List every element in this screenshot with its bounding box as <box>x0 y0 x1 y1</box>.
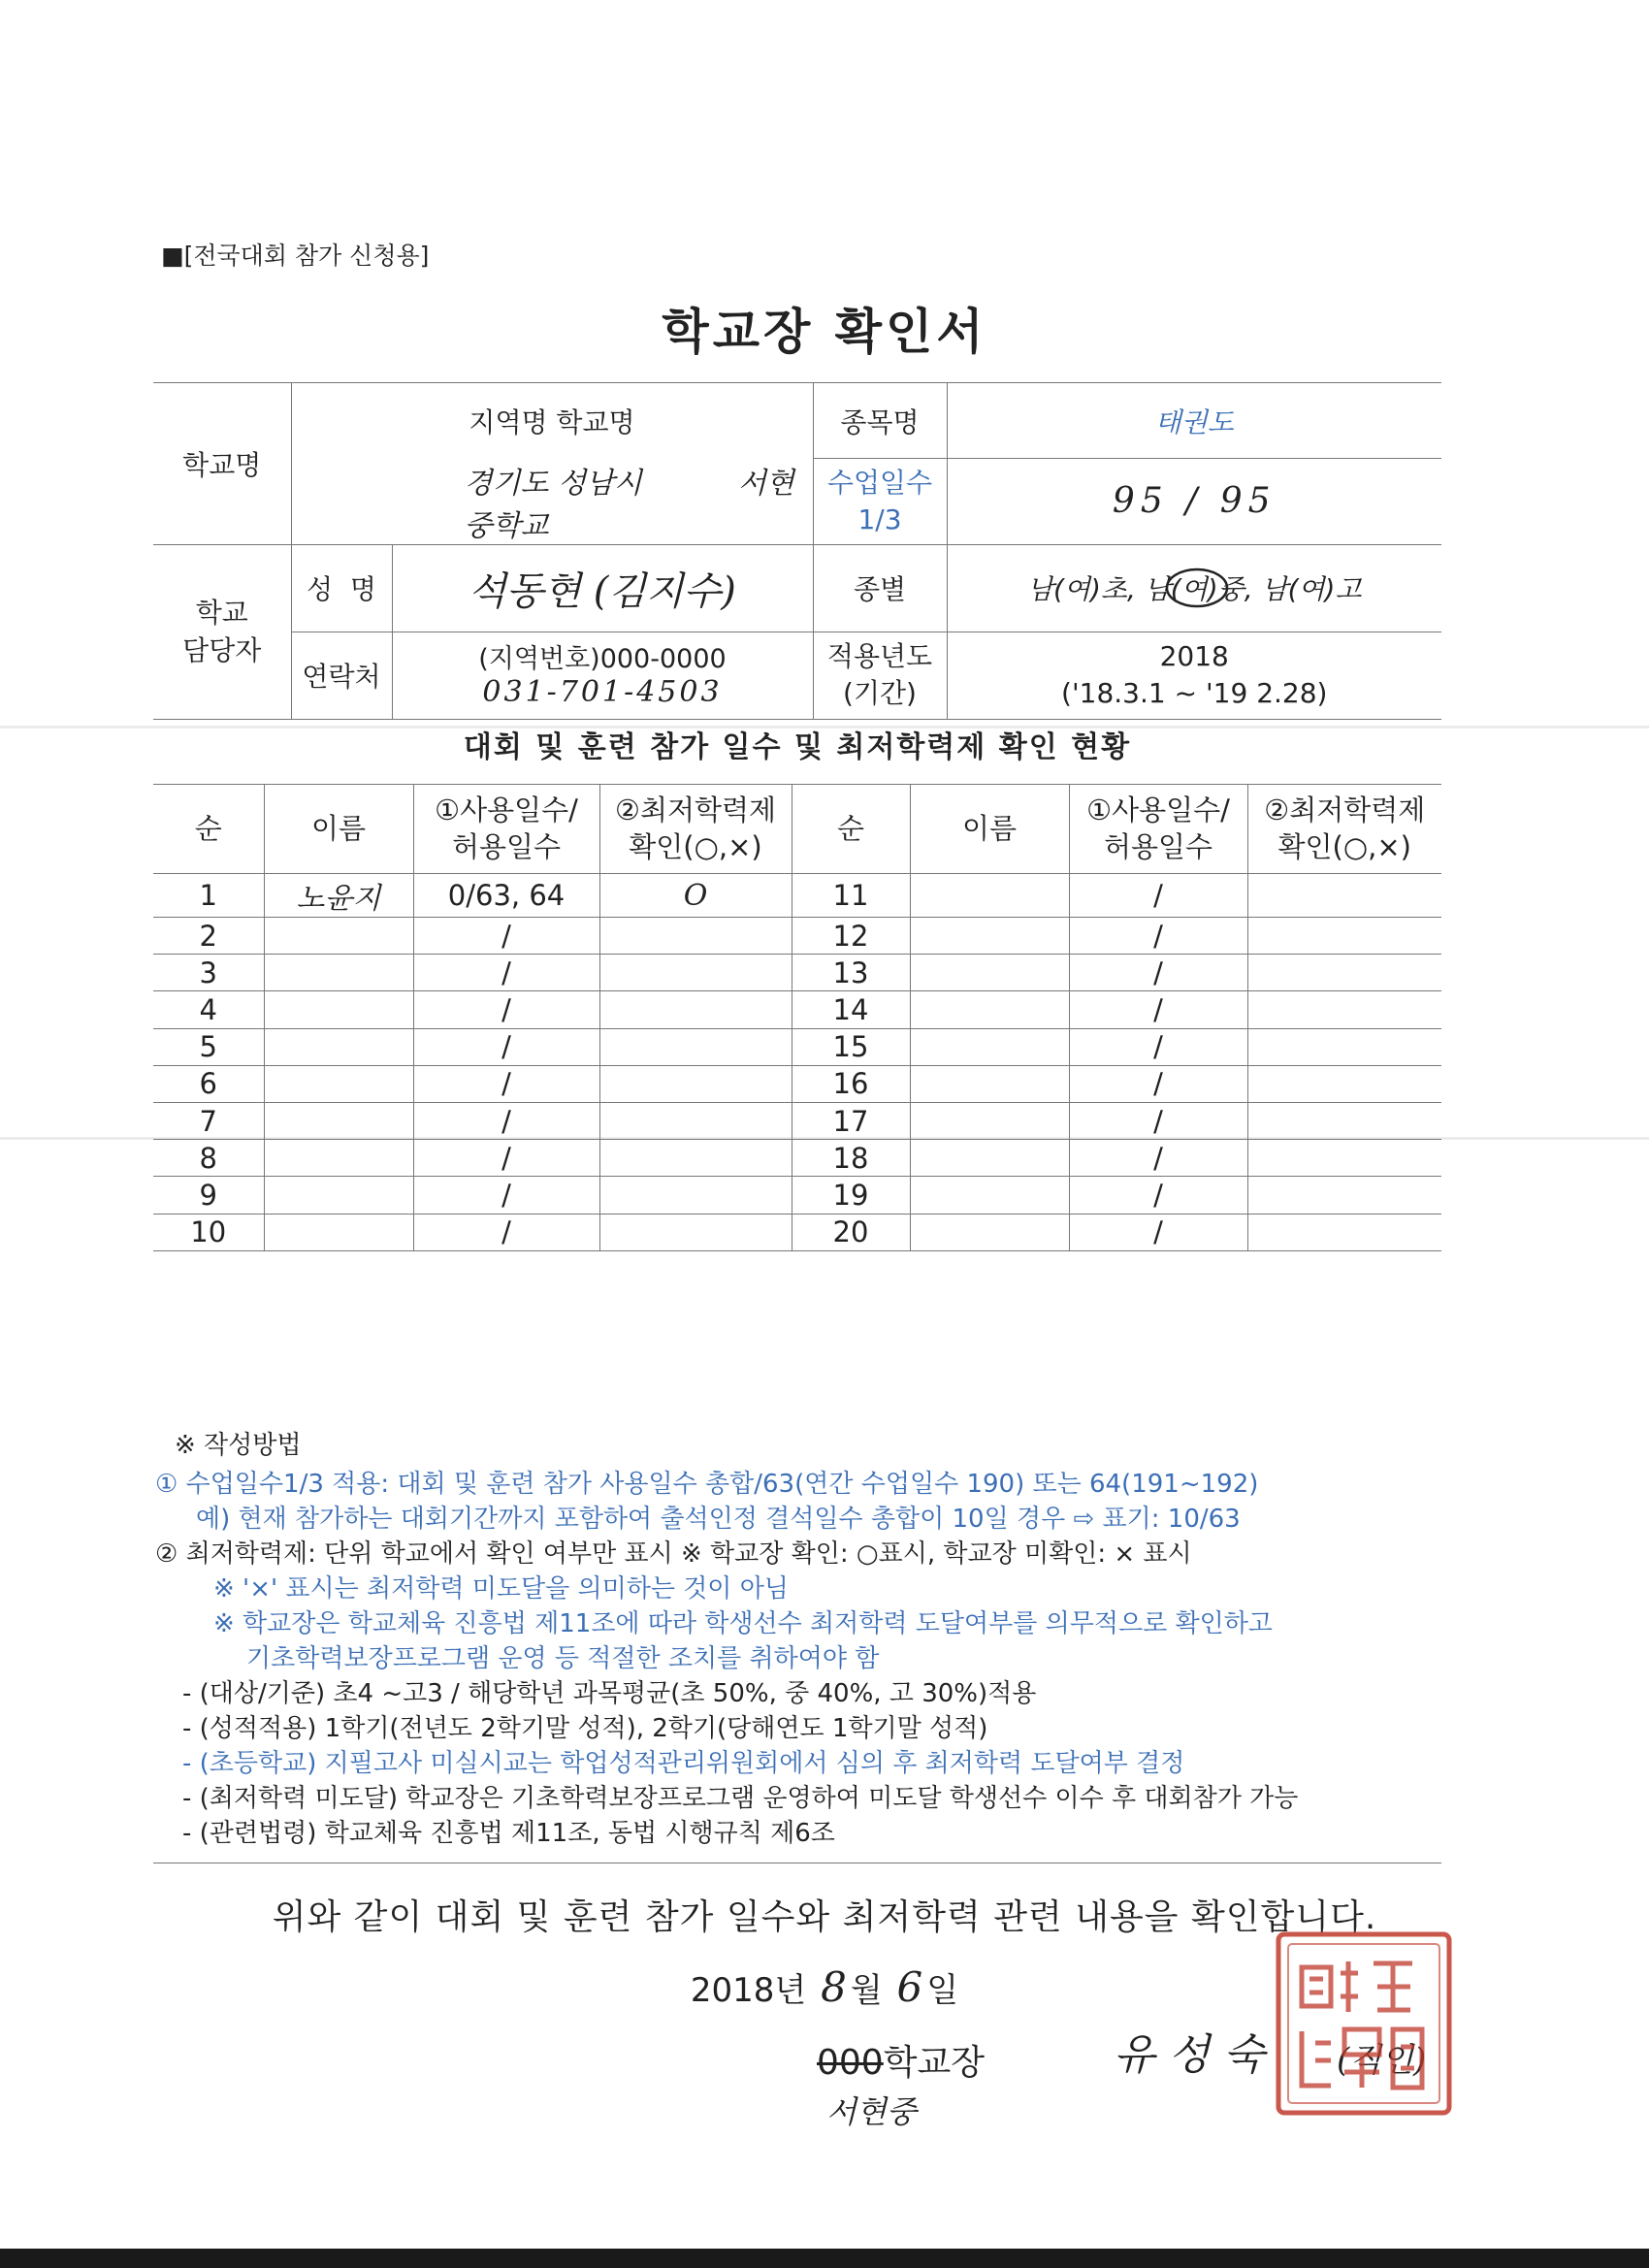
circle-mark-icon <box>1163 565 1231 611</box>
days-used: / <box>1069 991 1247 1028</box>
class-days-label-line: 1/3 <box>857 502 902 535</box>
days-used: / <box>413 955 599 991</box>
days-used: / <box>1069 918 1247 955</box>
seal-label: (직인) <box>1337 2041 1427 2080</box>
student-name <box>264 1177 413 1214</box>
min-grade-check <box>599 1140 792 1177</box>
gender-value-cell <box>947 544 1441 632</box>
table-row <box>153 1177 1441 1214</box>
gender-label: 종별 <box>813 544 947 632</box>
student-name <box>264 1102 413 1139</box>
date-day-unit: 일 <box>926 1971 959 2010</box>
row-number: 16 <box>792 1065 910 1102</box>
official-seal-icon <box>1273 1928 1455 2119</box>
header-min-grade: ②최저학력제 확인(○,×) <box>599 785 792 874</box>
row-number: 2 <box>153 918 264 955</box>
period-value <box>947 632 1441 719</box>
min-grade-check <box>1247 1214 1441 1250</box>
row-number: 5 <box>153 1028 264 1065</box>
principal-school-handwritten: 서현중 <box>826 2093 917 2130</box>
name-value: 석동현 (김지수) <box>469 568 736 614</box>
detail-4: - (최저학력 미도달) 학교장은 기초학력보장프로그램 운영하여 미도달 학생선수 이수 후 대회참가 가능 <box>182 1784 1299 1813</box>
principal-name: 유성숙 <box>1114 2030 1278 2080</box>
detail-2: - (성적적용) 1학기(전년도 2학기말 성적), 2학기(당해연도 1학기말 성적) <box>182 1714 988 1743</box>
school-label: 학교명 <box>153 383 291 545</box>
days-used: / <box>413 1214 599 1250</box>
note-1-line-1: ① 수업일수1/3 적용: 대회 및 훈련 참가 사용일수 총합/63(연간 수업일수 190) 또는 64(191~192) <box>155 1470 1259 1499</box>
school-handwritten <box>291 459 813 545</box>
min-grade-check <box>1247 955 1441 991</box>
days-used: / <box>413 918 599 955</box>
row-number: 11 <box>792 874 910 918</box>
min-grade-check <box>1247 874 1441 918</box>
school-info-table <box>153 382 1441 720</box>
min-grade-check <box>599 1065 792 1102</box>
min-grade-check <box>1247 1028 1441 1065</box>
note-1-line-2: 예) 현재 참가하는 대회기간까지 포함하여 출석인정 결석일수 총합이 10일 경우 ⇨ 표기: 10/63 <box>196 1505 1241 1534</box>
min-grade-check <box>599 1102 792 1139</box>
period-label-line: 적용년도 <box>826 640 933 673</box>
header-no: 순 <box>792 785 910 874</box>
note-2-line-1: ② 최저학력제: 단위 학교에서 확인 여부만 표시 ※ 학교장 확인: ○표시, 학교장 미확인: × 표시 <box>155 1539 1192 1569</box>
date-month-unit: 월 <box>850 1971 883 2010</box>
days-used: / <box>413 1028 599 1065</box>
table-row <box>153 1214 1441 1250</box>
row-number: 15 <box>792 1028 910 1065</box>
min-grade-check <box>1247 1065 1441 1102</box>
name-label: 성 명 <box>291 544 392 632</box>
student-name <box>910 1102 1069 1139</box>
header-days: ①사용일수/ 허용일수 <box>1069 785 1247 874</box>
header-no: 순 <box>153 785 264 874</box>
min-grade-check <box>599 1028 792 1065</box>
period-label <box>813 632 947 719</box>
period-label-line: (기간) <box>843 677 917 709</box>
table-row <box>153 991 1441 1028</box>
days-used: / <box>413 1177 599 1214</box>
table-row <box>153 1140 1441 1177</box>
row-number: 13 <box>792 955 910 991</box>
student-name <box>264 1140 413 1177</box>
student-name <box>910 1140 1069 1177</box>
principal-signature <box>1114 2020 1278 2082</box>
days-used: / <box>1069 1065 1247 1102</box>
row-number: 3 <box>153 955 264 991</box>
row-number: 19 <box>792 1177 910 1214</box>
min-grade-check <box>1247 1177 1441 1214</box>
principal-title-line <box>817 2035 985 2085</box>
min-grade-check <box>1247 1140 1441 1177</box>
page-title: 학교장 확인서 <box>662 304 987 360</box>
school-name: 서현중학교 <box>464 466 794 543</box>
table-row <box>153 955 1441 991</box>
min-grade-check: O <box>599 874 792 918</box>
note-2-line-2: ※ '×' 표시는 최저학력 미도달을 의미하는 것이 아님 <box>213 1574 789 1604</box>
student-name <box>910 918 1069 955</box>
school-sub-label: 지역명 학교명 <box>291 383 813 459</box>
min-grade-check <box>599 955 792 991</box>
class-days-label-line: 수업일수 <box>826 466 933 499</box>
class-days-label <box>813 459 947 545</box>
date-day: 6 <box>896 1963 923 2011</box>
min-grade-check <box>599 918 792 955</box>
header-name: 이름 <box>264 785 413 874</box>
days-used: 0/63, 64 <box>413 874 599 918</box>
phone-value: 031-701-4503 <box>482 675 723 710</box>
days-used: / <box>1069 955 1247 991</box>
contact-group-label-line: 담당자 <box>182 634 262 666</box>
student-name <box>264 1214 413 1250</box>
days-used: / <box>413 991 599 1028</box>
student-name <box>264 955 413 991</box>
row-number: 7 <box>153 1102 264 1139</box>
detail-5: - (관련법령) 학교체육 진흥법 제11조, 동법 시행규칙 제6조 <box>182 1819 835 1848</box>
note-2-line-3: ※ 학교장은 학교체육 진흥법 제11조에 따라 학생선수 최저학력 도달여부를 의무적으로 확인하고 <box>213 1609 1273 1638</box>
gender-value: 남(여)초, 남(여)중, 남(여)고 <box>1026 573 1362 605</box>
detail-3: - (초등학교) 지필고사 미실시교는 학업성적관리위원회에서 심의 후 최저학력 도달여부 결정 <box>182 1749 1185 1778</box>
contact-group-label <box>153 544 291 719</box>
contact-group-label-line: 학교 <box>195 596 248 629</box>
table-row <box>153 1028 1441 1065</box>
name-value-cell <box>392 544 813 632</box>
student-name <box>910 1065 1069 1102</box>
confirmation-text: 위와 같이 대회 및 훈련 참가 일수와 최저학력 관련 내용을 확인합니다. <box>272 1897 1377 1937</box>
row-number: 18 <box>792 1140 910 1177</box>
student-name <box>910 991 1069 1028</box>
date-month: 8 <box>821 1963 847 2011</box>
row-number: 1 <box>153 874 264 918</box>
detail-1: - (대상/기준) 초4 ~고3 / 해당학년 과목평균(초 50%, 중 40%, 고 30%)적용 <box>182 1679 1037 1708</box>
note-2-line-4: 기초학력보장프로그램 운영 등 적절한 조치를 취하여야 함 <box>246 1644 880 1673</box>
phone-format: (지역번호)000-0000 <box>478 643 727 674</box>
student-name: 노윤지 <box>264 874 413 918</box>
student-name <box>910 1214 1069 1250</box>
row-number: 12 <box>792 918 910 955</box>
header-min-grade: ②최저학력제 확인(○,×) <box>1247 785 1441 874</box>
days-used: / <box>1069 874 1247 918</box>
min-grade-check <box>599 991 792 1028</box>
notes-heading: ※ 작성방법 <box>175 1431 302 1460</box>
student-name <box>910 955 1069 991</box>
header-name: 이름 <box>910 785 1069 874</box>
event-label: 종목명 <box>813 383 947 459</box>
days-used: / <box>1069 1214 1247 1250</box>
min-grade-check <box>1247 1102 1441 1139</box>
student-name <box>264 918 413 955</box>
table-row <box>153 1065 1441 1102</box>
student-name <box>264 991 413 1028</box>
row-number: 10 <box>153 1214 264 1250</box>
form-type-tag: ■[전국대회 참가 신청용] <box>161 242 430 270</box>
student-name <box>910 874 1069 918</box>
principal-struck-text: 000 <box>817 2043 884 2083</box>
header-days: ①사용일수/ 허용일수 <box>413 785 599 874</box>
instructions-block <box>155 1428 1455 1851</box>
days-used: / <box>413 1140 599 1177</box>
min-grade-check <box>599 1177 792 1214</box>
student-name <box>264 1028 413 1065</box>
days-used: / <box>1069 1140 1247 1177</box>
student-name <box>910 1028 1069 1065</box>
min-grade-check <box>1247 991 1441 1028</box>
days-used: / <box>413 1065 599 1102</box>
days-used: / <box>413 1102 599 1139</box>
days-used: / <box>1069 1028 1247 1065</box>
phone-label: 연락처 <box>291 632 392 719</box>
min-grade-check <box>1247 918 1441 955</box>
row-number: 6 <box>153 1065 264 1102</box>
school-region: 경기도 성남시 <box>464 466 642 501</box>
event-value: 태권도 <box>947 383 1441 459</box>
scan-edge <box>0 2249 1649 2268</box>
class-days-value: 95 / 95 <box>1112 481 1277 522</box>
section-title: 대회 및 훈련 참가 일수 및 최저학력제 확인 현황 <box>463 730 1132 764</box>
row-number: 14 <box>792 991 910 1028</box>
days-used: / <box>1069 1102 1247 1139</box>
table-header-row <box>153 785 1441 874</box>
period-year: 2018 <box>1159 640 1229 673</box>
student-name <box>910 1177 1069 1214</box>
class-days-value-cell <box>947 459 1441 545</box>
min-grade-check <box>599 1214 792 1250</box>
phone-cell <box>392 632 813 719</box>
row-number: 20 <box>792 1214 910 1250</box>
participation-table <box>153 784 1441 1251</box>
row-number: 8 <box>153 1140 264 1177</box>
principal-title: 학교장 <box>883 2043 986 2083</box>
row-number: 4 <box>153 991 264 1028</box>
student-name <box>264 1065 413 1102</box>
period-range: ('18.3.1 ~ '19 2.28) <box>1061 677 1328 709</box>
table-row <box>153 918 1441 955</box>
row-number: 17 <box>792 1102 910 1139</box>
days-used: / <box>1069 1177 1247 1214</box>
table-row <box>153 1102 1441 1139</box>
table-row <box>153 874 1441 918</box>
row-number: 9 <box>153 1177 264 1214</box>
date-year: 2018년 <box>690 1971 807 2010</box>
